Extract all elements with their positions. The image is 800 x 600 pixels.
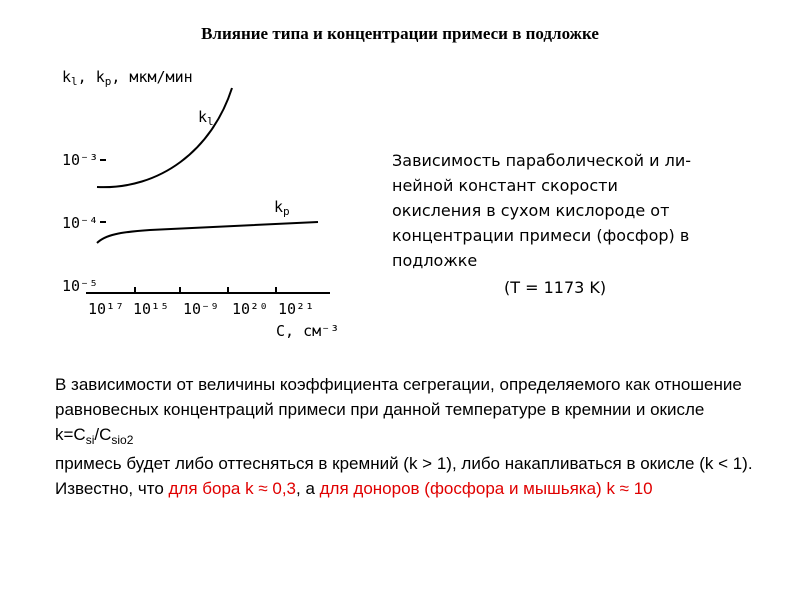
y-axis-title: $k_l$, $k_p$, мкм/мин	[62, 68, 193, 88]
y-tick-label: 10⁻⁵	[62, 277, 99, 295]
caption-temperature: (T = 1173 K)	[504, 278, 607, 297]
x-tick-label: 10⁻⁹	[183, 300, 220, 318]
formula: $k=C_{si}/C_{sio2}$	[55, 425, 134, 447]
caption-line: нейной констант скорости	[392, 176, 618, 195]
caption-line: подложке	[392, 251, 478, 270]
y-tick-label: 10⁻⁴	[62, 214, 99, 232]
caption-line: концентрации примеси (фосфор) в	[392, 226, 690, 245]
y-tick-label: 10⁻³	[62, 151, 99, 169]
highlight-donors: для доноров (фосфора и мышьяка) k ≈ 10	[319, 479, 653, 498]
chart-caption	[392, 148, 736, 297]
caption-line: Зависимость параболической и ли-	[392, 151, 691, 170]
page-title: Влияние типа и концентрации примеси в подложке	[201, 24, 599, 43]
series-label-kl: $k_l$	[198, 108, 214, 128]
x-tick-label: 10¹⁷	[88, 300, 125, 318]
x-tick-label: 10¹⁵	[133, 300, 170, 318]
x-axis-title: C, см⁻³	[276, 322, 340, 340]
paragraph-segregation: В зависимости от величины коэффициента сегрегации, определяемого как отношение равновесных концентраций примеси при данной температуре в кремнии и окисле	[55, 375, 742, 419]
x-tick-label: 10²¹	[278, 300, 315, 318]
body-text	[55, 372, 765, 501]
highlight-boron: для бора k ≈ 0,3	[168, 479, 297, 498]
series-line-kp	[97, 222, 318, 243]
x-tick-label: 10²⁰	[232, 300, 269, 318]
caption-line: окисления в сухом кислороде от	[392, 201, 670, 220]
series-label-kp: $k_p$	[274, 198, 290, 218]
series-line-kl	[97, 88, 232, 187]
paragraph-conclusion: примесь будет либо оттесняться в кремний (k > 1), либо накапливаться в окисле (k < 1). Известно, что для бора k ≈ 0,3, а для доноров (фосфора и мышьяка) k ≈ 10	[55, 454, 753, 498]
